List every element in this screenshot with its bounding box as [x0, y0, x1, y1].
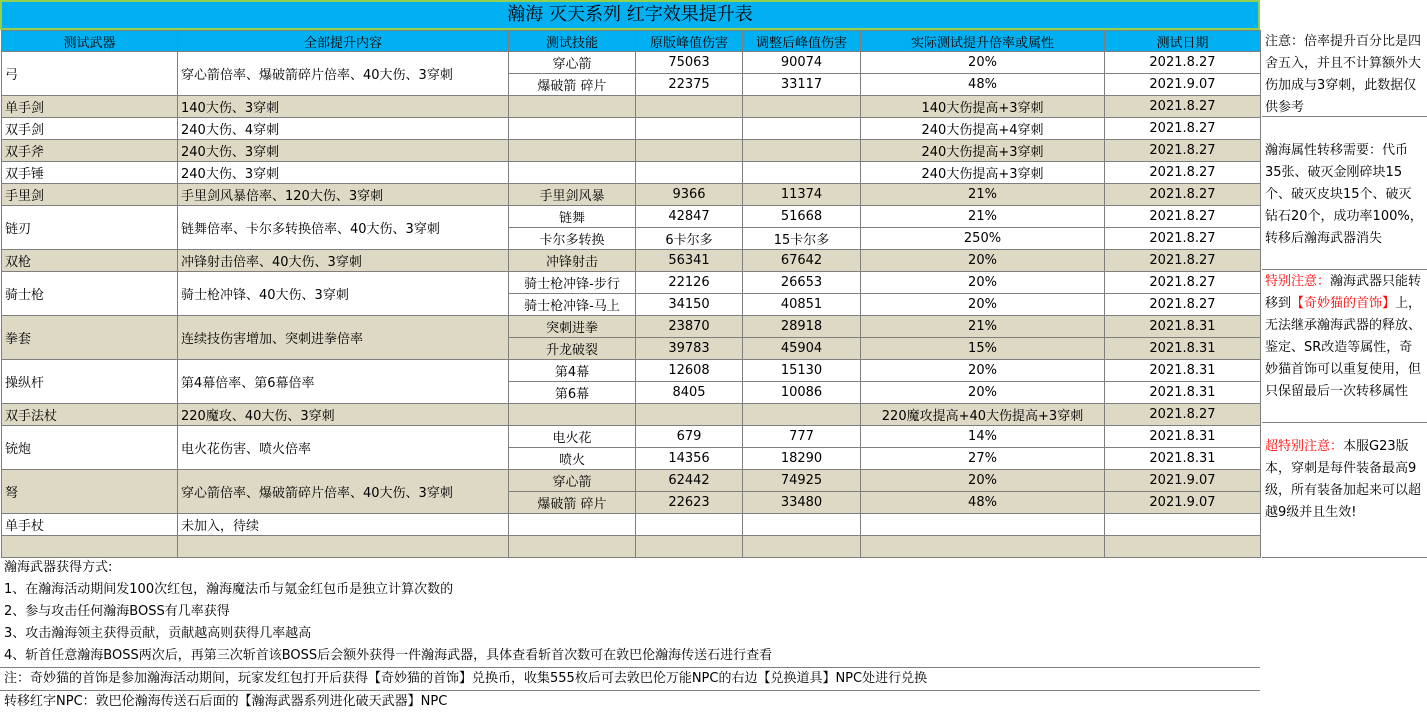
table-row: [2, 52, 1261, 74]
super-label: 超特别注意：: [1265, 439, 1344, 454]
date-cell: 2021.8.31: [1105, 426, 1261, 448]
header-weapon: 测试武器: [2, 31, 178, 52]
adj-cell: 10086: [743, 382, 861, 404]
empty-cell: [636, 536, 743, 558]
notes-line: 注：奇妙猫的首饰是参加瀚海活动期间，玩家发红包打开后获得【奇妙猫的首饰】兑换币，收集555枚后可去敦巴伦万能NPC的右边【兑换道具】NPC处进行兑换: [0, 667, 1260, 690]
orig-cell: [636, 514, 743, 536]
skill-cell: 爆破箭 碎片: [509, 74, 636, 96]
adj-cell: 18290: [743, 448, 861, 470]
adj-cell: 33117: [743, 74, 861, 96]
notes-line: 2、参与攻击任何瀚海BOSS有几率获得: [4, 604, 230, 619]
date-cell: 2021.8.27: [1105, 404, 1261, 426]
rate-cell: 240大伤提高+4穿刺: [861, 118, 1105, 140]
date-cell: 2021.8.31: [1105, 360, 1261, 382]
content-cell: 240大伤、3穿刺: [178, 162, 509, 184]
header-rate: 实际测试提升倍率或属性: [861, 31, 1105, 52]
skill-cell: 冲锋射击: [509, 250, 636, 272]
empty-cell: [743, 536, 861, 558]
adj-cell: [743, 118, 861, 140]
orig-cell: [636, 140, 743, 162]
table-row: [2, 162, 1261, 184]
rate-cell: 20%: [861, 52, 1105, 74]
rate-cell: 14%: [861, 426, 1105, 448]
rate-cell: 20%: [861, 360, 1105, 382]
rate-cell: 20%: [861, 382, 1105, 404]
rate-cell: 220魔攻提高+40大伤提高+3穿刺: [861, 404, 1105, 426]
adj-cell: [743, 140, 861, 162]
table-row: [2, 470, 1261, 492]
weapon-cell: 弩: [2, 470, 178, 514]
weapon-cell: 链刃: [2, 206, 178, 250]
empty-cell: [509, 536, 636, 558]
table-row: [2, 404, 1261, 426]
empty-cell: [1105, 536, 1261, 558]
adj-cell: 45904: [743, 338, 861, 360]
orig-cell: 9366: [636, 184, 743, 206]
date-cell: 2021.8.31: [1105, 316, 1261, 338]
skill-cell: [509, 404, 636, 426]
weapon-cell: 手里剑: [2, 184, 178, 206]
content-cell: 连续技伤害增加、突刺进拳倍率: [178, 316, 509, 360]
adj-cell: [743, 404, 861, 426]
date-cell: 2021.8.27: [1105, 162, 1261, 184]
empty-cell: [861, 536, 1105, 558]
adj-cell: 28918: [743, 316, 861, 338]
skill-cell: 第4幕: [509, 360, 636, 382]
rate-cell: 20%: [861, 470, 1105, 492]
orig-cell: 22375: [636, 74, 743, 96]
date-cell: 2021.8.27: [1105, 140, 1261, 162]
orig-cell: 39783: [636, 338, 743, 360]
content-cell: 240大伤、3穿刺: [178, 140, 509, 162]
content-cell: 140大伤、3穿刺: [178, 96, 509, 118]
content-cell: 220魔攻、40大伤、3穿刺: [178, 404, 509, 426]
empty-cell: [2, 536, 178, 558]
weapon-cell: 拳套: [2, 316, 178, 360]
side-note-special: [1262, 270, 1427, 423]
weapon-cell: 操纵杆: [2, 360, 178, 404]
adj-cell: 90074: [743, 52, 861, 74]
date-cell: 2021.9.07: [1105, 74, 1261, 96]
adj-cell: 15卡尔多: [743, 228, 861, 250]
rate-cell: 48%: [861, 492, 1105, 514]
date-cell: 2021.8.31: [1105, 338, 1261, 360]
table-row: [2, 316, 1261, 338]
orig-cell: [636, 96, 743, 118]
orig-cell: 75063: [636, 52, 743, 74]
orig-cell: [636, 118, 743, 140]
weapon-cell: 单手杖: [2, 514, 178, 536]
adj-cell: 11374: [743, 184, 861, 206]
acquisition-notes: [0, 557, 1260, 713]
orig-cell: 12608: [636, 360, 743, 382]
rate-cell: 240大伤提高+3穿刺: [861, 140, 1105, 162]
rate-cell: 15%: [861, 338, 1105, 360]
skill-cell: 穿心箭: [509, 52, 636, 74]
date-cell: 2021.8.27: [1105, 272, 1261, 294]
special-label: 特别注意：: [1265, 274, 1331, 289]
adj-cell: 26653: [743, 272, 861, 294]
table-row: [2, 426, 1261, 448]
table-row: [2, 206, 1261, 228]
date-cell: 2021.8.27: [1105, 250, 1261, 272]
side-note-transfer: 瀚海属性转移需要：代币35张、破灭金刚碎块15个、破灭皮块15个、破灭钻石20个，成功率100%，转移后瀚海武器消失: [1262, 139, 1427, 270]
rate-cell: 20%: [861, 294, 1105, 316]
weapon-cell: 双手锤: [2, 162, 178, 184]
rate-cell: 21%: [861, 184, 1105, 206]
weapon-cell: 骑士枪: [2, 272, 178, 316]
skill-cell: 骑士枪冲锋-步行: [509, 272, 636, 294]
rate-cell: 20%: [861, 250, 1105, 272]
weapon-cell: 铳炮: [2, 426, 178, 470]
date-cell: 2021.8.27: [1105, 294, 1261, 316]
table-row: [2, 272, 1261, 294]
table-row: [2, 360, 1261, 382]
header-content: 全部提升内容: [178, 31, 509, 52]
sheet-title: 瀚海 灭天系列 红字效果提升表: [0, 0, 1260, 30]
orig-cell: 34150: [636, 294, 743, 316]
skill-cell: 喷火: [509, 448, 636, 470]
content-cell: 链舞倍率、卡尔多转换倍率、40大伤、3穿刺: [178, 206, 509, 250]
skill-cell: [509, 96, 636, 118]
orig-cell: 22126: [636, 272, 743, 294]
skill-cell: 穿心箭: [509, 470, 636, 492]
date-cell: 2021.8.27: [1105, 52, 1261, 74]
rate-cell: 27%: [861, 448, 1105, 470]
date-cell: 2021.8.27: [1105, 96, 1261, 118]
skill-cell: 骑士枪冲锋-马上: [509, 294, 636, 316]
weapon-cell: 双手斧: [2, 140, 178, 162]
notes-line: 1、在瀚海活动期间发100次红包，瀚海魔法币与氪金红包币是独立计算次数的: [4, 582, 454, 597]
table-row: [2, 536, 1261, 558]
content-cell: 穿心箭倍率、爆破箭碎片倍率、40大伤、3穿刺: [178, 52, 509, 96]
rate-cell: 21%: [861, 316, 1105, 338]
notes-line: 3、攻击瀚海领主获得贡献，贡献越高则获得几率越高: [4, 626, 312, 641]
special-text-b: 上，无法继承瀚海武器的释放、鉴定、SR改造等属性，奇妙猫首饰可以重复使用，但只保留最后一次转移属性: [1265, 296, 1422, 399]
weapon-cell: 双手法杖: [2, 404, 178, 426]
orig-cell: 56341: [636, 250, 743, 272]
orig-cell: 14356: [636, 448, 743, 470]
content-cell: 手里剑风暴倍率、120大伤、3穿刺: [178, 184, 509, 206]
adj-cell: [743, 96, 861, 118]
adj-cell: [743, 162, 861, 184]
skill-cell: [509, 118, 636, 140]
date-cell: 2021.9.07: [1105, 492, 1261, 514]
rate-cell: 140大伤提高+3穿刺: [861, 96, 1105, 118]
date-cell: 2021.8.27: [1105, 206, 1261, 228]
notes-line: 转移红字NPC：敦巴伦瀚海传送石后面的【瀚海武器系列进化破天武器】NPC: [0, 690, 1260, 713]
skill-cell: 第6幕: [509, 382, 636, 404]
table-header: [2, 31, 1261, 52]
content-cell: 穿心箭倍率、爆破箭碎片倍率、40大伤、3穿刺: [178, 470, 509, 514]
skill-cell: [509, 162, 636, 184]
rate-cell: 21%: [861, 206, 1105, 228]
rate-cell: 20%: [861, 272, 1105, 294]
table-row: [2, 96, 1261, 118]
side-note-rounding: 注意：倍率提升百分比是四舍五入，并且不计算额外大伤加成与3穿刺，此数据仅供参考: [1262, 30, 1427, 117]
date-cell: 2021.9.07: [1105, 470, 1261, 492]
date-cell: [1105, 514, 1261, 536]
special-highlight: 【奇妙猫的首饰】: [1291, 296, 1396, 311]
orig-cell: 6卡尔多: [636, 228, 743, 250]
date-cell: 2021.8.27: [1105, 184, 1261, 206]
weapon-cell: 弓: [2, 52, 178, 96]
header-orig: 原版峰值伤害: [636, 31, 743, 52]
weapon-cell: 单手剑: [2, 96, 178, 118]
content-cell: 第4幕倍率、第6幕倍率: [178, 360, 509, 404]
skill-cell: 链舞: [509, 206, 636, 228]
skill-cell: 电火花: [509, 426, 636, 448]
orig-cell: 23870: [636, 316, 743, 338]
skill-cell: [509, 514, 636, 536]
super-text: 本服G23版本，穿刺是每件装备最高9级，所有装备加起来可以超越9级并且生效!: [1265, 439, 1422, 520]
skill-cell: 手里剑风暴: [509, 184, 636, 206]
skill-cell: 突刺进拳: [509, 316, 636, 338]
side-note-super: [1262, 435, 1427, 558]
rate-cell: 48%: [861, 74, 1105, 96]
adj-cell: 40851: [743, 294, 861, 316]
orig-cell: 22623: [636, 492, 743, 514]
header-date: 测试日期: [1105, 31, 1261, 52]
adj-cell: [743, 514, 861, 536]
rate-cell: 240大伤提高+3穿刺: [861, 162, 1105, 184]
orig-cell: [636, 404, 743, 426]
content-cell: 240大伤、4穿刺: [178, 118, 509, 140]
orig-cell: [636, 162, 743, 184]
weapon-cell: 双枪: [2, 250, 178, 272]
skill-cell: 爆破箭 碎片: [509, 492, 636, 514]
header-adj: 调整后峰值伤害: [743, 31, 861, 52]
orig-cell: 679: [636, 426, 743, 448]
rate-cell: 250%: [861, 228, 1105, 250]
table-row: [2, 250, 1261, 272]
content-cell: 未加入，待续: [178, 514, 509, 536]
notes-line: 4、斩首任意瀚海BOSS两次后，再第三次斩首该BOSS后会额外获得一件瀚海武器，具体查看斩首次数可在敦巴伦瀚海传送石进行查看: [4, 648, 773, 663]
orig-cell: 42847: [636, 206, 743, 228]
content-cell: 电火花伤害、喷火倍率: [178, 426, 509, 470]
adj-cell: 74925: [743, 470, 861, 492]
date-cell: 2021.8.27: [1105, 228, 1261, 250]
skill-cell: 升龙破裂: [509, 338, 636, 360]
table-row: [2, 118, 1261, 140]
date-cell: 2021.8.31: [1105, 382, 1261, 404]
rate-cell: [861, 514, 1105, 536]
orig-cell: 8405: [636, 382, 743, 404]
side-notes: [1262, 30, 1427, 558]
date-cell: 2021.8.27: [1105, 118, 1261, 140]
orig-cell: 62442: [636, 470, 743, 492]
adj-cell: 777: [743, 426, 861, 448]
content-cell: 骑士枪冲锋、40大伤、3穿刺: [178, 272, 509, 316]
empty-cell: [178, 536, 509, 558]
notes-heading: 瀚海武器获得方式:: [4, 560, 113, 575]
adj-cell: 51668: [743, 206, 861, 228]
date-cell: 2021.8.31: [1105, 448, 1261, 470]
header-skill: 测试技能: [509, 31, 636, 52]
weapon-table: [1, 30, 1261, 558]
adj-cell: 33480: [743, 492, 861, 514]
table-row: [2, 514, 1261, 536]
adj-cell: 67642: [743, 250, 861, 272]
table-row: [2, 184, 1261, 206]
special-text-a: 瀚海武器只能转移到: [1265, 274, 1422, 311]
table-row: [2, 140, 1261, 162]
content-cell: 冲锋射击倍率、40大伤、3穿刺: [178, 250, 509, 272]
skill-cell: 卡尔多转换: [509, 228, 636, 250]
adj-cell: 15130: [743, 360, 861, 382]
skill-cell: [509, 140, 636, 162]
weapon-cell: 双手剑: [2, 118, 178, 140]
